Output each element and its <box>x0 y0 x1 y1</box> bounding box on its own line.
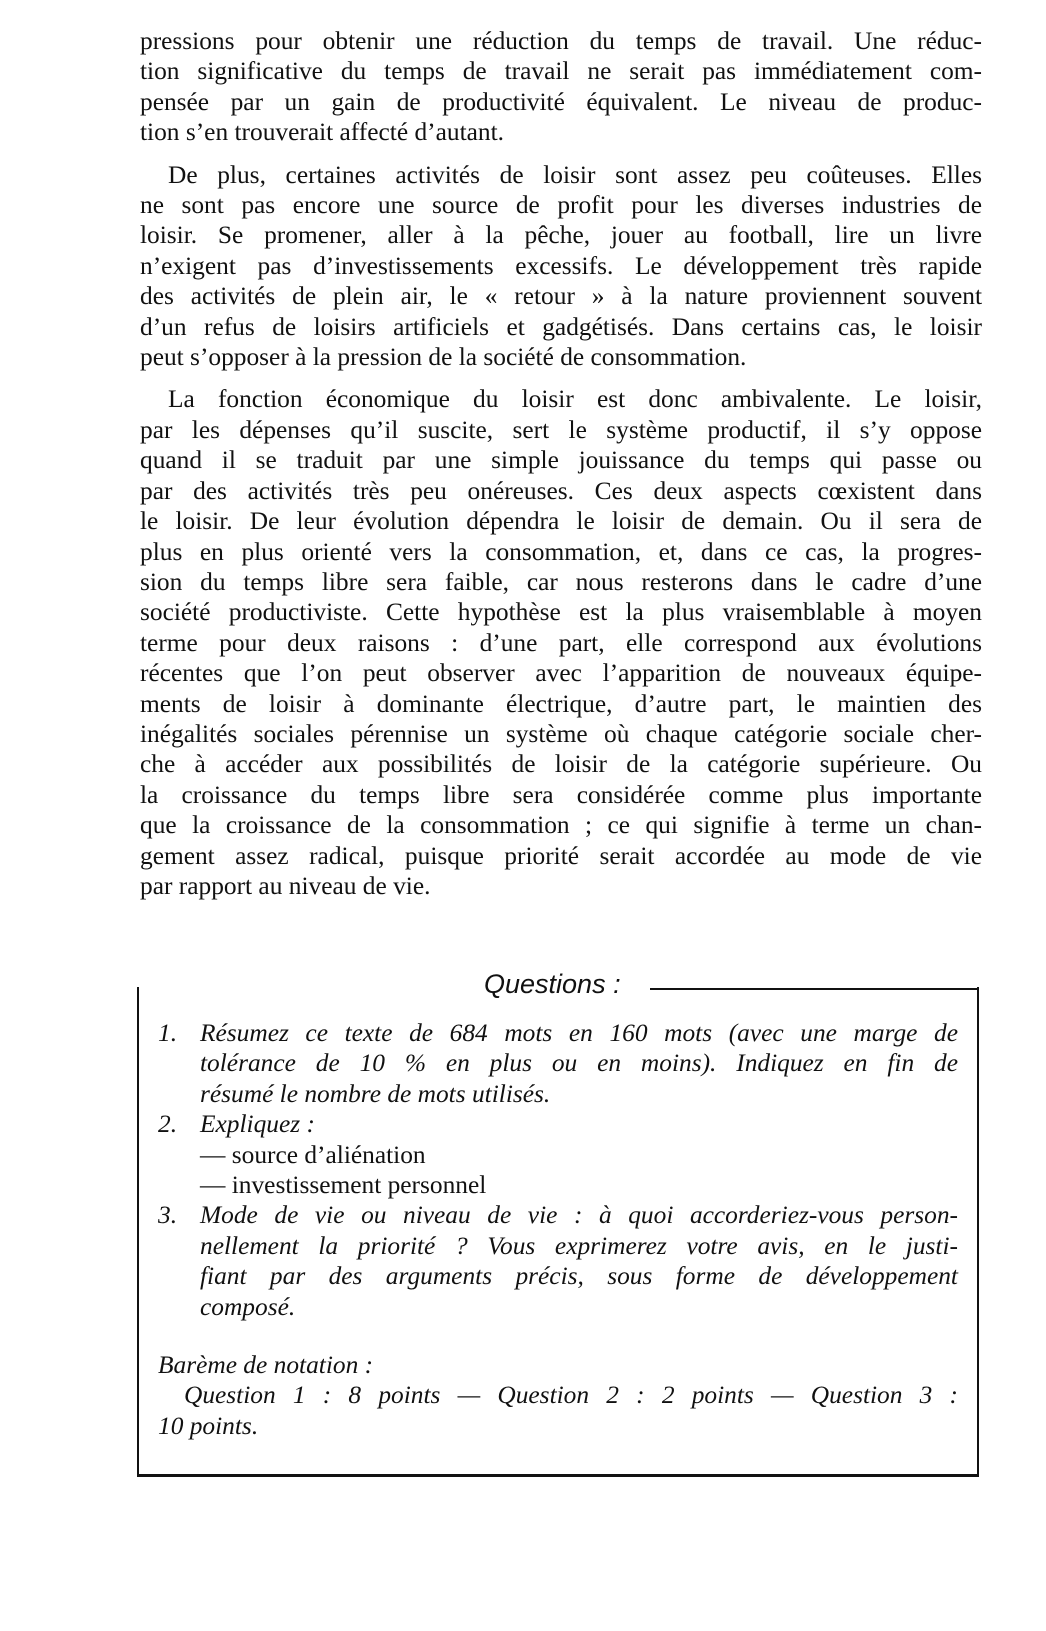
question-sub-item: — investissement personnel <box>200 1171 487 1200</box>
paragraph-1 <box>140 26 982 148</box>
text-line: la croissance du temps libre sera considérée comme plus importante <box>140 780 982 809</box>
text-line: che à accéder aux possibilités de loisir de la catégorie supérieure. Ou <box>140 750 982 779</box>
text-line: par des activités très peu onéreuses. Ces deux aspects cœxistent dans <box>140 476 982 505</box>
text-line: loisir. Se promener, aller à la pêche, jouer au football, lire un livre <box>140 221 982 250</box>
questions-list <box>158 1018 958 1322</box>
text-line: par rapport au niveau de vie. <box>140 871 431 900</box>
grading-scale <box>158 1350 958 1441</box>
text-line: peut s’opposer à la pression de la société de consommation. <box>140 343 747 372</box>
paragraph-3 <box>140 384 982 901</box>
text-line: gement assez radical, puisque priorité serait accordée au mode de vie <box>140 841 982 870</box>
text-line: n’exigent pas d’investissements excessifs. Le développement très rapide <box>140 251 982 280</box>
text-line: sion du temps libre sera faible, car nous resterons dans le cadre d’une <box>140 567 982 596</box>
grading-line: Question 1 : 8 points — Question 2 : 2 points — Question 3 : <box>184 1381 958 1410</box>
text-line: des activités de plein air, le « retour » à la nature proviennent souvent <box>140 282 982 311</box>
text-line: ne sont pas encore une source de profit pour les diverses industries de <box>140 191 982 220</box>
question-line: tolérance de 10 % en plus ou en moins). Indiquez en fin de <box>200 1049 958 1078</box>
question-line: nellement la priorité ? Vous exprimerez votre avis, en le justi- <box>200 1231 958 1260</box>
text-line: que la croissance de la consommation ; ce qui signifie à terme un chan- <box>140 811 982 840</box>
text-line: société productiviste. Cette hypothèse est la plus vraisemblable à moyen <box>140 598 982 627</box>
text-line: De plus, certaines activités de loisir sont assez peu coûteuses. Elles <box>168 160 982 189</box>
question-line: fiant par des arguments précis, sous forme de développement <box>200 1262 958 1291</box>
grading-heading: Barème de notation : <box>158 1351 374 1379</box>
text-line: quand il se traduit par une simple jouissance du temps qui passe ou <box>140 446 982 475</box>
text-line: plus en plus orienté vers la consommation, et, dans ce cas, la progres- <box>140 537 982 566</box>
question-line: résumé le nombre de mots utilisés. <box>200 1079 551 1108</box>
question-line: Résumez ce texte de 684 mots en 160 mots (avec une marge de <box>200 1019 958 1047</box>
text-line: ments de loisir à dominante électrique, d’autre part, le maintien des <box>140 689 982 718</box>
text-line: tion significative du temps de travail ne serait pas immédiatement com- <box>140 57 982 86</box>
text-line: inégalités sociales pérennise un système où chaque catégorie sociale cher- <box>140 719 982 748</box>
question-number: 1. <box>158 1019 178 1047</box>
question-number: 3. <box>158 1201 178 1230</box>
body-text <box>140 26 982 913</box>
text-line: terme pour deux raisons : d’une part, elle correspond aux évolutions <box>140 628 982 657</box>
text-line: le loisir. De leur évolution dépendra le loisir de demain. Ou il sera de <box>140 507 982 536</box>
text-line: pressions pour obtenir une réduction du temps de travail. Une réduc- <box>140 27 982 55</box>
grading-line: 10 points. <box>158 1411 259 1440</box>
question-line: composé. <box>200 1292 296 1321</box>
text-line: d’un refus de loisirs artificiels et gadgétisés. Dans certains cas, le loisir <box>140 312 982 341</box>
paragraph-2 <box>140 160 982 373</box>
text-line: pensée par un gain de productivité équivalent. Le niveau de produc- <box>140 87 982 116</box>
questions-title: Questions : <box>484 968 629 1000</box>
text-line: tion s’en trouverait affecté d’autant. <box>140 118 505 147</box>
question-number: 2. <box>158 1110 178 1139</box>
question-line: Mode de vie ou niveau de vie : à quoi accorderiez-vous person- <box>200 1201 958 1230</box>
question-item-1 <box>158 1018 958 1109</box>
text-line: La fonction économique du loisir est donc ambivalente. Le loisir, <box>168 385 982 414</box>
question-line: Expliquez : <box>200 1110 315 1139</box>
text-line: récentes que l’on peut observer avec l’apparition de nouveaux équipe- <box>140 659 982 688</box>
text-line: par les dépenses qu’il suscite, sert le système productif, il s’y oppose <box>140 415 982 444</box>
question-sub-item: — source d’aliénation <box>200 1140 426 1169</box>
question-item-3 <box>158 1200 958 1322</box>
question-item-2 <box>158 1109 958 1200</box>
questions-box-top-rule <box>650 988 979 990</box>
